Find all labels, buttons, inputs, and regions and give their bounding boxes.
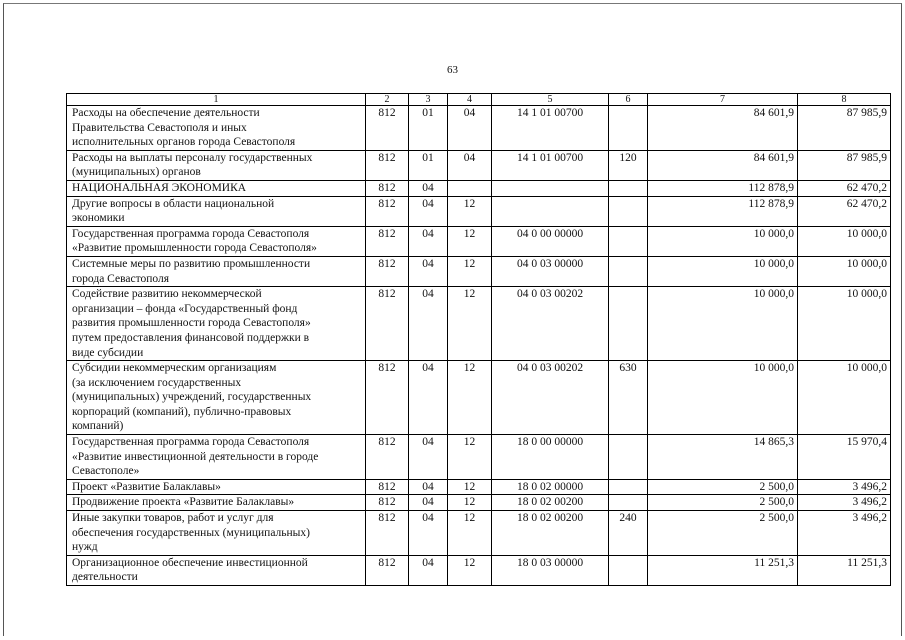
ved-code-cell: 812 xyxy=(366,495,409,511)
ved-code-cell: 812 xyxy=(366,479,409,495)
expense-type-cell xyxy=(609,226,648,256)
subsection-code-cell: 12 xyxy=(448,435,492,480)
subsection-code-cell: 04 xyxy=(448,106,492,151)
target-article-cell: 18 0 02 00200 xyxy=(492,495,609,511)
row-name-cell xyxy=(67,479,366,495)
amount-year2-cell: 10 000,0 xyxy=(798,226,891,256)
row-name-line: экономики xyxy=(72,212,125,225)
section-code-cell: 04 xyxy=(409,180,448,196)
row-name-line: Расходы на выплаты персоналу государственных xyxy=(72,151,313,164)
target-article-cell: 18 0 03 00000 xyxy=(492,555,609,585)
subsection-code-cell: 12 xyxy=(448,555,492,585)
row-name-line: Субсидии некоммерческим организациям xyxy=(72,362,277,375)
amount-year2-cell: 10 000,0 xyxy=(798,361,891,435)
row-name-line: города Севастополя xyxy=(72,272,169,285)
amount-year2-cell: 3 496,2 xyxy=(798,495,891,511)
table-row xyxy=(67,196,891,226)
expense-type-cell: 120 xyxy=(609,150,648,180)
row-name-line: Государственная программа города Севастополя xyxy=(72,227,310,240)
section-code-cell: 04 xyxy=(409,511,448,556)
subsection-code-cell: 12 xyxy=(448,511,492,556)
row-name-line: корпораций (компаний), публично-правовых xyxy=(72,405,292,418)
row-name-line: компаний) xyxy=(72,420,124,433)
section-code-cell: 04 xyxy=(409,287,448,361)
section-code-cell: 04 xyxy=(409,479,448,495)
ved-code-cell: 812 xyxy=(366,106,409,151)
amount-year1-cell: 10 000,0 xyxy=(648,226,798,256)
expense-type-cell xyxy=(609,435,648,480)
section-code-cell: 04 xyxy=(409,226,448,256)
expense-type-cell xyxy=(609,196,648,226)
target-article-cell: 18 0 02 00200 xyxy=(492,511,609,556)
row-name-cell xyxy=(67,361,366,435)
ved-code-cell: 812 xyxy=(366,287,409,361)
ved-code-cell: 812 xyxy=(366,361,409,435)
row-name-line: (за исключением государственных xyxy=(72,376,242,389)
ved-code-cell: 812 xyxy=(366,435,409,480)
table-row xyxy=(67,361,891,435)
amount-year1-cell: 84 601,9 xyxy=(648,150,798,180)
amount-year1-cell: 10 000,0 xyxy=(648,287,798,361)
amount-year1-cell: 2 500,0 xyxy=(648,495,798,511)
row-name-line: Проект «Развитие Балаклавы» xyxy=(72,480,221,493)
amount-year2-cell: 11 251,3 xyxy=(798,555,891,585)
row-name-line: НАЦИОНАЛЬНАЯ ЭКОНОМИКА xyxy=(72,181,247,194)
header-cell: 2 xyxy=(366,94,409,106)
ved-code-cell: 812 xyxy=(366,256,409,286)
table-row xyxy=(67,287,891,361)
target-article-cell: 14 1 01 00700 xyxy=(492,150,609,180)
amount-year2-cell: 62 470,2 xyxy=(798,180,891,196)
row-name-line: Иные закупки товаров, работ и услуг для xyxy=(72,512,274,525)
table-row xyxy=(67,495,891,511)
amount-year2-cell: 62 470,2 xyxy=(798,196,891,226)
expense-type-cell xyxy=(609,555,648,585)
expense-type-cell xyxy=(609,495,648,511)
amount-year1-cell: 11 251,3 xyxy=(648,555,798,585)
amount-year2-cell: 87 985,9 xyxy=(798,150,891,180)
table-body xyxy=(67,94,891,586)
amount-year1-cell: 10 000,0 xyxy=(648,256,798,286)
expense-type-cell xyxy=(609,106,648,151)
table-row xyxy=(67,435,891,480)
row-name-line: Правительства Севастополя и иных xyxy=(72,121,247,134)
section-code-cell: 01 xyxy=(409,106,448,151)
row-name-cell xyxy=(67,196,366,226)
expense-type-cell: 240 xyxy=(609,511,648,556)
header-cell: 3 xyxy=(409,94,448,106)
subsection-code-cell: 12 xyxy=(448,256,492,286)
section-code-cell: 04 xyxy=(409,435,448,480)
row-name-line: обеспечения государственных (муниципальных) xyxy=(72,526,310,539)
amount-year2-cell: 15 970,4 xyxy=(798,435,891,480)
row-name-line: «Развитие промышленности города Севастополя» xyxy=(72,242,317,255)
subsection-code-cell: 12 xyxy=(448,226,492,256)
row-name-line: исполнительных органов города Севастополя xyxy=(72,136,296,149)
header-cell: 4 xyxy=(448,94,492,106)
amount-year1-cell: 112 878,9 xyxy=(648,196,798,226)
section-code-cell: 01 xyxy=(409,150,448,180)
amount-year1-cell: 112 878,9 xyxy=(648,180,798,196)
header-cell: 8 xyxy=(798,94,891,106)
table-row xyxy=(67,256,891,286)
row-name-line: Содействие развитию некоммерческой xyxy=(72,288,262,301)
expense-type-cell xyxy=(609,180,648,196)
row-name-cell xyxy=(67,226,366,256)
section-code-cell: 04 xyxy=(409,196,448,226)
subsection-code-cell: 12 xyxy=(448,287,492,361)
row-name-line: «Развитие инвестиционной деятельности в городе xyxy=(72,450,319,463)
target-article-cell: 18 0 02 00000 xyxy=(492,479,609,495)
target-article-cell: 04 0 03 00202 xyxy=(492,361,609,435)
row-name-line: Продвижение проекта «Развитие Балаклавы» xyxy=(72,496,295,509)
amount-year2-cell: 3 496,2 xyxy=(798,479,891,495)
expense-type-cell: 630 xyxy=(609,361,648,435)
target-article-cell: 04 0 03 00202 xyxy=(492,287,609,361)
amount-year1-cell: 14 865,3 xyxy=(648,435,798,480)
amount-year2-cell: 10 000,0 xyxy=(798,287,891,361)
row-name-cell xyxy=(67,287,366,361)
expense-type-cell xyxy=(609,287,648,361)
amount-year1-cell: 84 601,9 xyxy=(648,106,798,151)
row-name-line: Государственная программа города Севастополя xyxy=(72,436,310,449)
section-code-cell: 04 xyxy=(409,495,448,511)
row-name-line: (муниципальных) учреждений, государственных xyxy=(72,391,312,404)
row-name-line: (муниципальных) органов xyxy=(72,166,201,179)
expense-type-cell xyxy=(609,479,648,495)
table-row xyxy=(67,150,891,180)
amount-year2-cell: 3 496,2 xyxy=(798,511,891,556)
subsection-code-cell: 12 xyxy=(448,196,492,226)
row-name-line: Другие вопросы в области национальной xyxy=(72,197,275,210)
table-row xyxy=(67,511,891,556)
section-code-cell: 04 xyxy=(409,555,448,585)
row-name-line: Севастополе» xyxy=(72,465,140,478)
header-cell: 6 xyxy=(609,94,648,106)
row-name-line: организации – фонда «Государственный фонд xyxy=(72,302,298,315)
table-header-row xyxy=(67,94,891,106)
row-name-line: развития промышленности города Севастополя» xyxy=(72,317,311,330)
target-article-cell: 04 0 03 00000 xyxy=(492,256,609,286)
expense-type-cell xyxy=(609,256,648,286)
section-code-cell: 04 xyxy=(409,256,448,286)
subsection-code-cell xyxy=(448,180,492,196)
target-article-cell: 04 0 00 00000 xyxy=(492,226,609,256)
header-cell: 5 xyxy=(492,94,609,106)
header-cell: 7 xyxy=(648,94,798,106)
ved-code-cell: 812 xyxy=(366,150,409,180)
ved-code-cell: 812 xyxy=(366,180,409,196)
target-article-cell xyxy=(492,196,609,226)
row-name-cell xyxy=(67,495,366,511)
table-row xyxy=(67,180,891,196)
row-name-line: Расходы на обеспечение деятельности xyxy=(72,107,260,119)
header-cell: 1 xyxy=(67,94,366,106)
ved-code-cell: 812 xyxy=(366,226,409,256)
row-name-cell xyxy=(67,150,366,180)
amount-year2-cell: 10 000,0 xyxy=(798,256,891,286)
subsection-code-cell: 12 xyxy=(448,361,492,435)
table-row xyxy=(67,106,891,151)
row-name-cell xyxy=(67,106,366,151)
row-name-cell xyxy=(67,511,366,556)
row-name-line: путем предоставления финансовой поддержки в xyxy=(72,331,310,344)
row-name-cell xyxy=(67,256,366,286)
ved-code-cell: 812 xyxy=(366,555,409,585)
row-name-line: Организационное обеспечение инвестиционной xyxy=(72,556,308,569)
table-row xyxy=(67,555,891,585)
table-row xyxy=(67,226,891,256)
row-name-line: нужд xyxy=(72,541,98,554)
subsection-code-cell: 04 xyxy=(448,150,492,180)
row-name-cell xyxy=(67,435,366,480)
target-article-cell xyxy=(492,180,609,196)
amount-year1-cell: 2 500,0 xyxy=(648,511,798,556)
row-name-line: деятельности xyxy=(72,571,138,584)
budget-table xyxy=(66,93,891,586)
row-name-cell xyxy=(67,555,366,585)
amount-year2-cell: 87 985,9 xyxy=(798,106,891,151)
subsection-code-cell: 12 xyxy=(448,495,492,511)
ved-code-cell: 812 xyxy=(366,511,409,556)
page-number: 63 xyxy=(447,64,458,76)
section-code-cell: 04 xyxy=(409,361,448,435)
target-article-cell: 18 0 00 00000 xyxy=(492,435,609,480)
row-name-line: виде субсидии xyxy=(72,346,144,359)
target-article-cell: 14 1 01 00700 xyxy=(492,106,609,151)
amount-year1-cell: 2 500,0 xyxy=(648,479,798,495)
amount-year1-cell: 10 000,0 xyxy=(648,361,798,435)
subsection-code-cell: 12 xyxy=(448,479,492,495)
table-row xyxy=(67,479,891,495)
row-name-cell xyxy=(67,180,366,196)
row-name-line: Системные меры по развитию промышленности xyxy=(72,257,311,270)
ved-code-cell: 812 xyxy=(366,196,409,226)
